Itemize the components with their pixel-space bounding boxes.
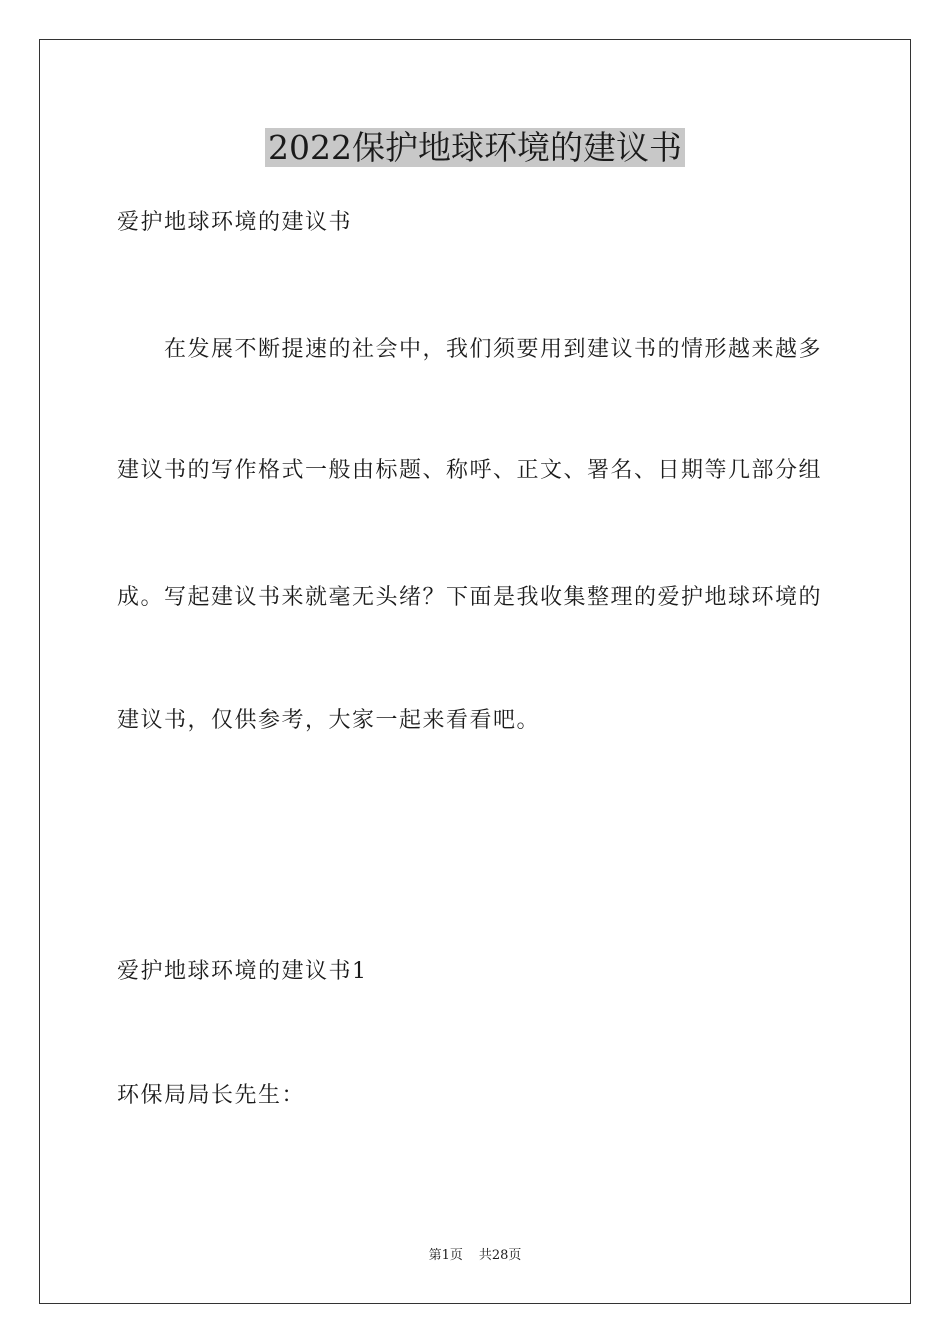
- intro-line-2: 建议书的写作格式一般由标题、称呼、正文、署名、日期等几部分组: [117, 458, 823, 483]
- page-number: 第1页: [428, 1248, 463, 1263]
- intro-line-3: 成。写起建议书来就毫无头绪？下面是我收集整理的爱护地球环境的: [117, 585, 823, 610]
- salutation: 环保局局长先生：: [117, 1083, 306, 1108]
- document-title-text: 2022保护地球环境的建议书: [265, 128, 685, 167]
- page-total: 共28页: [478, 1248, 522, 1263]
- document-subtitle: 爱护地球环境的建议书: [117, 210, 353, 235]
- intro-line-1: 在发展不断提速的社会中，我们须要用到建议书的情形越来越多: [164, 337, 823, 362]
- document-title: [0, 128, 950, 168]
- page-footer: [0, 1247, 950, 1265]
- intro-line-4: 建议书，仅供参考，大家一起来看看吧。: [117, 708, 541, 733]
- section-heading: 爱护地球环境的建议书1: [117, 959, 368, 984]
